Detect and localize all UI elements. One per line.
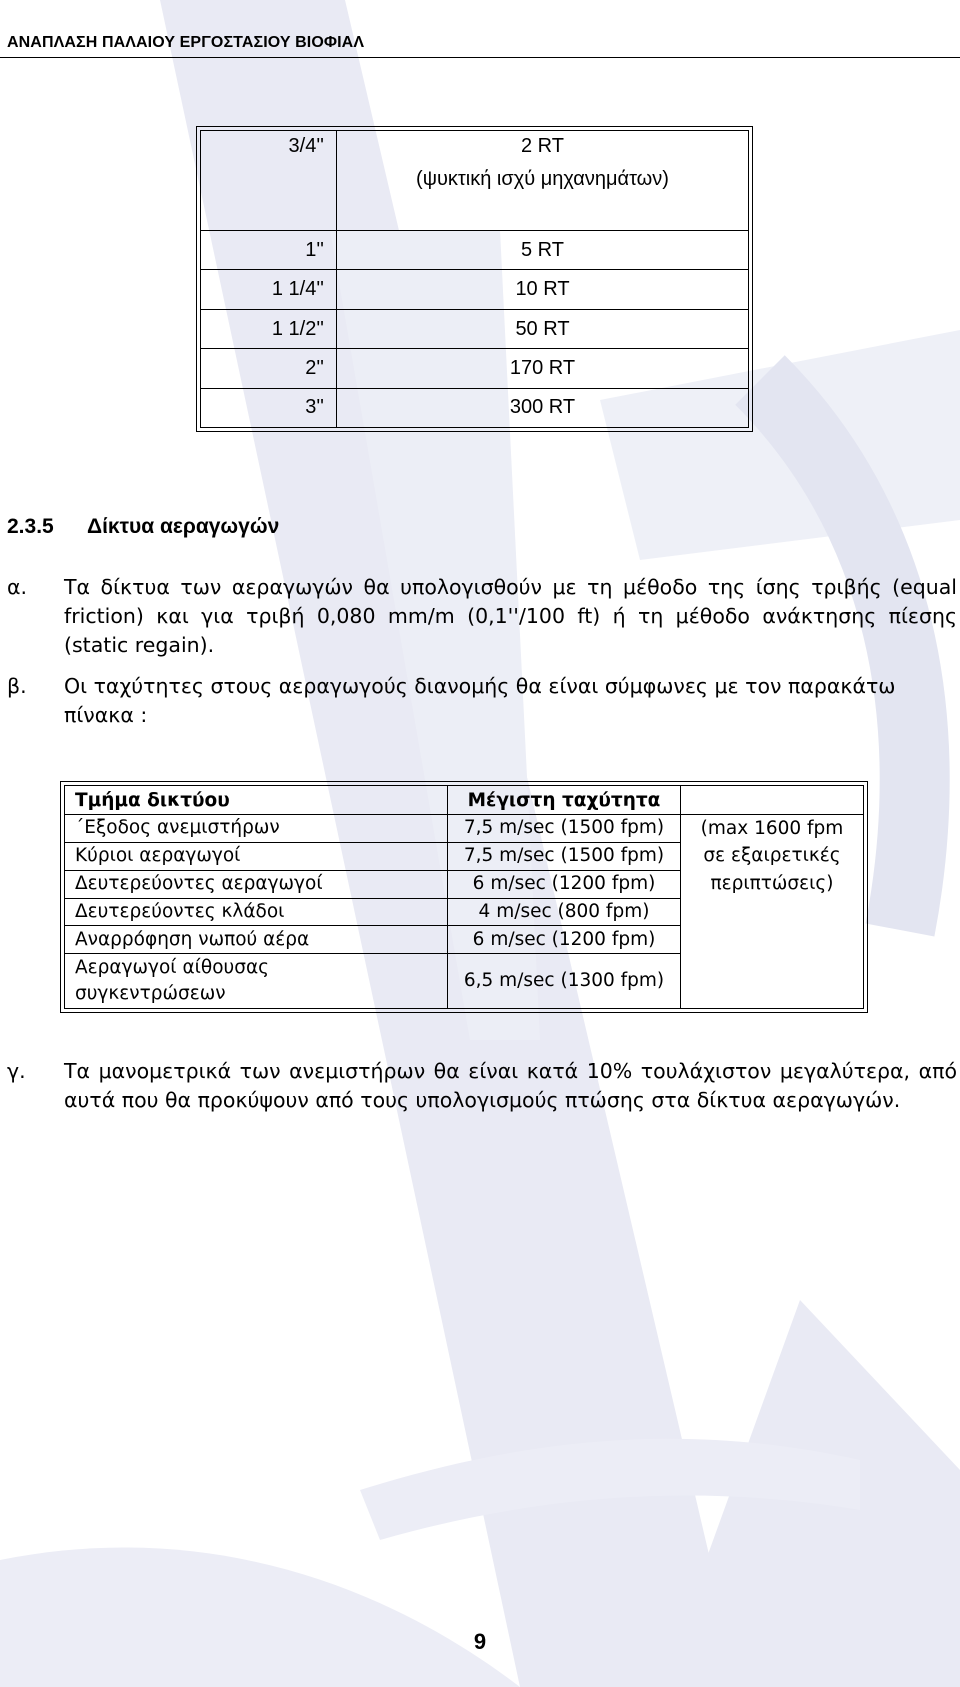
pipe-size-cell: 1'': [201, 231, 337, 270]
table-row: [65, 815, 864, 843]
velocity-cell: 7,5 m/sec (1500 fpm): [448, 815, 681, 843]
velocity-cell: 6 m/sec (1200 fpm): [448, 926, 681, 954]
velocity-table: [60, 781, 868, 1013]
table-row: [65, 842, 864, 870]
velocity-cell: 6 m/sec (1200 fpm): [448, 870, 681, 898]
network-section-line: συγκεντρώσεων: [75, 983, 226, 1005]
note-cell: [681, 954, 864, 1009]
table-row: [201, 349, 749, 388]
table-row: [65, 870, 864, 898]
network-section-cell: Δευτερεύοντες αεραγωγοί: [65, 870, 448, 898]
table-row: [65, 954, 864, 1009]
column-header: Μέγιστη ταχύτητα: [448, 786, 681, 815]
header-rule: [0, 57, 960, 58]
section-heading: [7, 515, 279, 539]
page-number: 9: [473, 1629, 487, 1654]
pipe-capacity-table: [196, 126, 753, 432]
capacity-note: (ψυκτική ισχύ μηχανημάτων): [416, 168, 669, 190]
note-cell: σε εξαιρετικές: [681, 842, 864, 870]
network-section-cell: Κύριοι αεραγωγοί: [65, 842, 448, 870]
paragraph-marker: γ.: [7, 1059, 26, 1083]
capacity-cell: [337, 131, 749, 231]
column-header: [681, 786, 864, 815]
table-header-row: [65, 786, 864, 815]
capacity-cell: 170 RT: [337, 349, 749, 388]
capacity-cell: 300 RT: [337, 388, 749, 427]
capacity-cell: 10 RT: [337, 270, 749, 309]
table-row: [65, 926, 864, 954]
pipe-size-cell: 2'': [201, 349, 337, 388]
network-section-line: Αεραγωγοί αίθουσας: [75, 957, 270, 979]
table-row: [201, 270, 749, 309]
section-title: Δίκτυα αεραγωγών: [87, 515, 280, 538]
table-row: [201, 309, 749, 348]
note-cell: (max 1600 fpm: [681, 815, 864, 843]
velocity-cell: 4 m/sec (800 fpm): [448, 898, 681, 926]
paragraph-a: Τα δίκτυα των αεραγωγών θα υπολογισθούν με τη μέθοδο της ίσης τριβής (equal friction) και για τριβή 0,080 mm/m (0,1''/100 ft) ή τη μέθοδο ανάκτησης πίεσης (static regain).: [64, 575, 957, 657]
table-row: [201, 388, 749, 427]
column-header: Τμήμα δικτύου: [65, 786, 448, 815]
pipe-size-cell: 1 1/4'': [201, 270, 337, 309]
velocity-cell: 6,5 m/sec (1300 fpm): [448, 954, 681, 1009]
note-cell: [681, 898, 864, 926]
network-section-cell: Δευτερεύοντες κλάδοι: [65, 898, 448, 926]
paragraph-b: Οι ταχύτητες στους αεραγωγούς διανομής θα είναι σύμφωνες με τον παρακάτω πίνακα :: [64, 674, 896, 727]
network-section-cell: [65, 954, 448, 1009]
network-section-cell: Αναρρόφηση νωπού αέρα: [65, 926, 448, 954]
paragraph-c: Τα μανομετρικά των ανεμιστήρων θα είναι κατά 10% τουλάχιστον μεγαλύτερα, από αυτά που θα προκύψουν από τους υπολογισμούς πτώσης στα δίκτυα αεραγωγών.: [64, 1059, 957, 1112]
capacity-value: 2 RT: [521, 135, 564, 157]
pipe-size-cell: 1 1/2'': [201, 309, 337, 348]
pipe-size-cell: 3/4'': [201, 131, 337, 231]
note-cell: περιπτώσεις): [681, 870, 864, 898]
capacity-cell: 5 RT: [337, 231, 749, 270]
paragraph-marker: β.: [7, 674, 27, 698]
velocity-cell: 7,5 m/sec (1500 fpm): [448, 842, 681, 870]
network-section-cell: ΄Εξοδος ανεμιστήρων: [65, 815, 448, 843]
table-row: [201, 231, 749, 270]
paragraph-marker: α.: [7, 575, 28, 599]
note-cell: [681, 926, 864, 954]
capacity-cell: 50 RT: [337, 309, 749, 348]
table-row: [65, 898, 864, 926]
table-row: [201, 131, 749, 231]
section-number: 2.3.5: [7, 515, 54, 538]
document-header: ΑΝΑΠΛΑΣΗ ΠΑΛΑΙΟΥ ΕΡΓΟΣΤΑΣΙΟΥ ΒΙΟΦΙΑΛ: [7, 34, 365, 51]
pipe-size-cell: 3'': [201, 388, 337, 427]
